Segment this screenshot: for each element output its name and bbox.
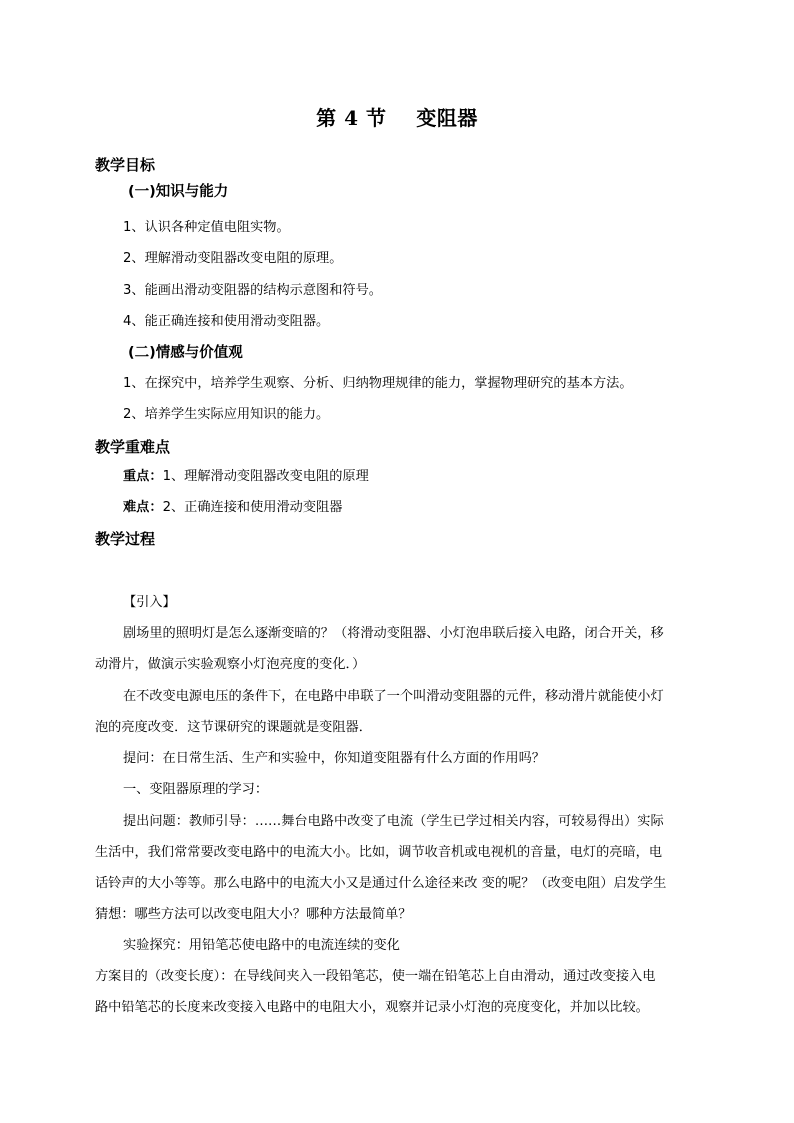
- key-point-label: 重点：: [123, 469, 163, 484]
- knowledge-item-3: 3、能画出滑动变阻器的结构示意图和符号。: [123, 283, 382, 298]
- difficult-point-label: 难点：: [123, 500, 163, 515]
- emotion-values-heading: (二)情感与价值观: [128, 345, 243, 361]
- objectives-heading: 教学目标: [95, 156, 156, 174]
- page-title: 第 4 节 变阻器: [316, 106, 478, 130]
- section-one-heading: 一、变阻器原理的学习：: [123, 782, 269, 797]
- key-point-text: 1、理解滑动变阻器改变电阻的原理: [162, 469, 369, 484]
- paragraph-7-line-1: 方案目的（改变长度）：在导线间夹入一段铅笔芯，使一端在铅笔芯上自由滑动，通过改变接入电: [95, 969, 656, 984]
- keypoints-heading: 教学重难点: [95, 438, 171, 456]
- intro-label: 【引入】: [123, 595, 176, 610]
- paragraph-1-line-1: 剧场里的照明灯是怎么逐渐变暗的？（将滑动变阻器、小灯泡串联后接入电路，闭合开关，移: [123, 626, 664, 641]
- paragraph-5-line-1: 提出问题：教师引导：……舞台电路中改变了电流（学生已学过相关内容，可较易得出）实际: [123, 814, 664, 829]
- key-point-row: [123, 469, 369, 485]
- paragraph-1-line-2: 动滑片，做演示实验观察小灯泡亮度的变化．）: [95, 657, 366, 672]
- paragraph-5-line-4: 猜想：哪些方法可以改变电阻大小？哪种方法最简单？: [95, 907, 412, 922]
- knowledge-ability-heading: (一)知识与能力: [128, 184, 229, 200]
- question-paragraph: 提问：在日常生活、生产和实验中，你知道变阻器有什么方面的作用吗？: [123, 751, 545, 766]
- knowledge-item-4: 4、能正确连接和使用滑动变阻器。: [123, 314, 330, 329]
- difficult-point-text: 2、正确连接和使用滑动变阻器: [162, 500, 343, 515]
- knowledge-item-1: 1、认识各种定值电阻实物。: [123, 220, 290, 235]
- experiment-paragraph: 实验探究：用铅笔芯使电路中的电流连续的变化: [123, 938, 400, 953]
- emotion-item-2: 2、培养学生实际应用知识的能力。: [123, 407, 330, 422]
- paragraph-5-line-3: 话铃声的大小等等。那么电路中的电流大小又是通过什么途径来改 变的呢？（改变电阻）启发学生: [95, 876, 667, 891]
- knowledge-item-2: 2、理解滑动变阻器改变电阻的原理。: [123, 251, 343, 266]
- paragraph-5-line-2: 生活中，我们常常要改变电路中的电流大小。比如，调节收音机或电视机的音量，电灯的亮暗，电: [95, 845, 663, 860]
- process-heading: 教学过程: [95, 530, 156, 548]
- difficult-point-row: [123, 500, 342, 516]
- paragraph-2-line-2: 泡的亮度改变．这节课研究的课题就是变阻器．: [95, 720, 372, 735]
- paragraph-7-line-2: 路中铅笔芯的长度来改变接入电路中的电阻大小，观察并记录小灯泡的亮度变化，并加以比较。: [95, 1000, 649, 1015]
- emotion-item-1: 1、在探究中，培养学生观察、分析、归纳物理规律的能力，掌握物理研究的基本方法。: [123, 376, 633, 391]
- paragraph-2-line-1: 在不改变电源电压的条件下，在电路中串联了一个叫滑动变阻器的元件，移动滑片就能使小灯: [123, 689, 664, 704]
